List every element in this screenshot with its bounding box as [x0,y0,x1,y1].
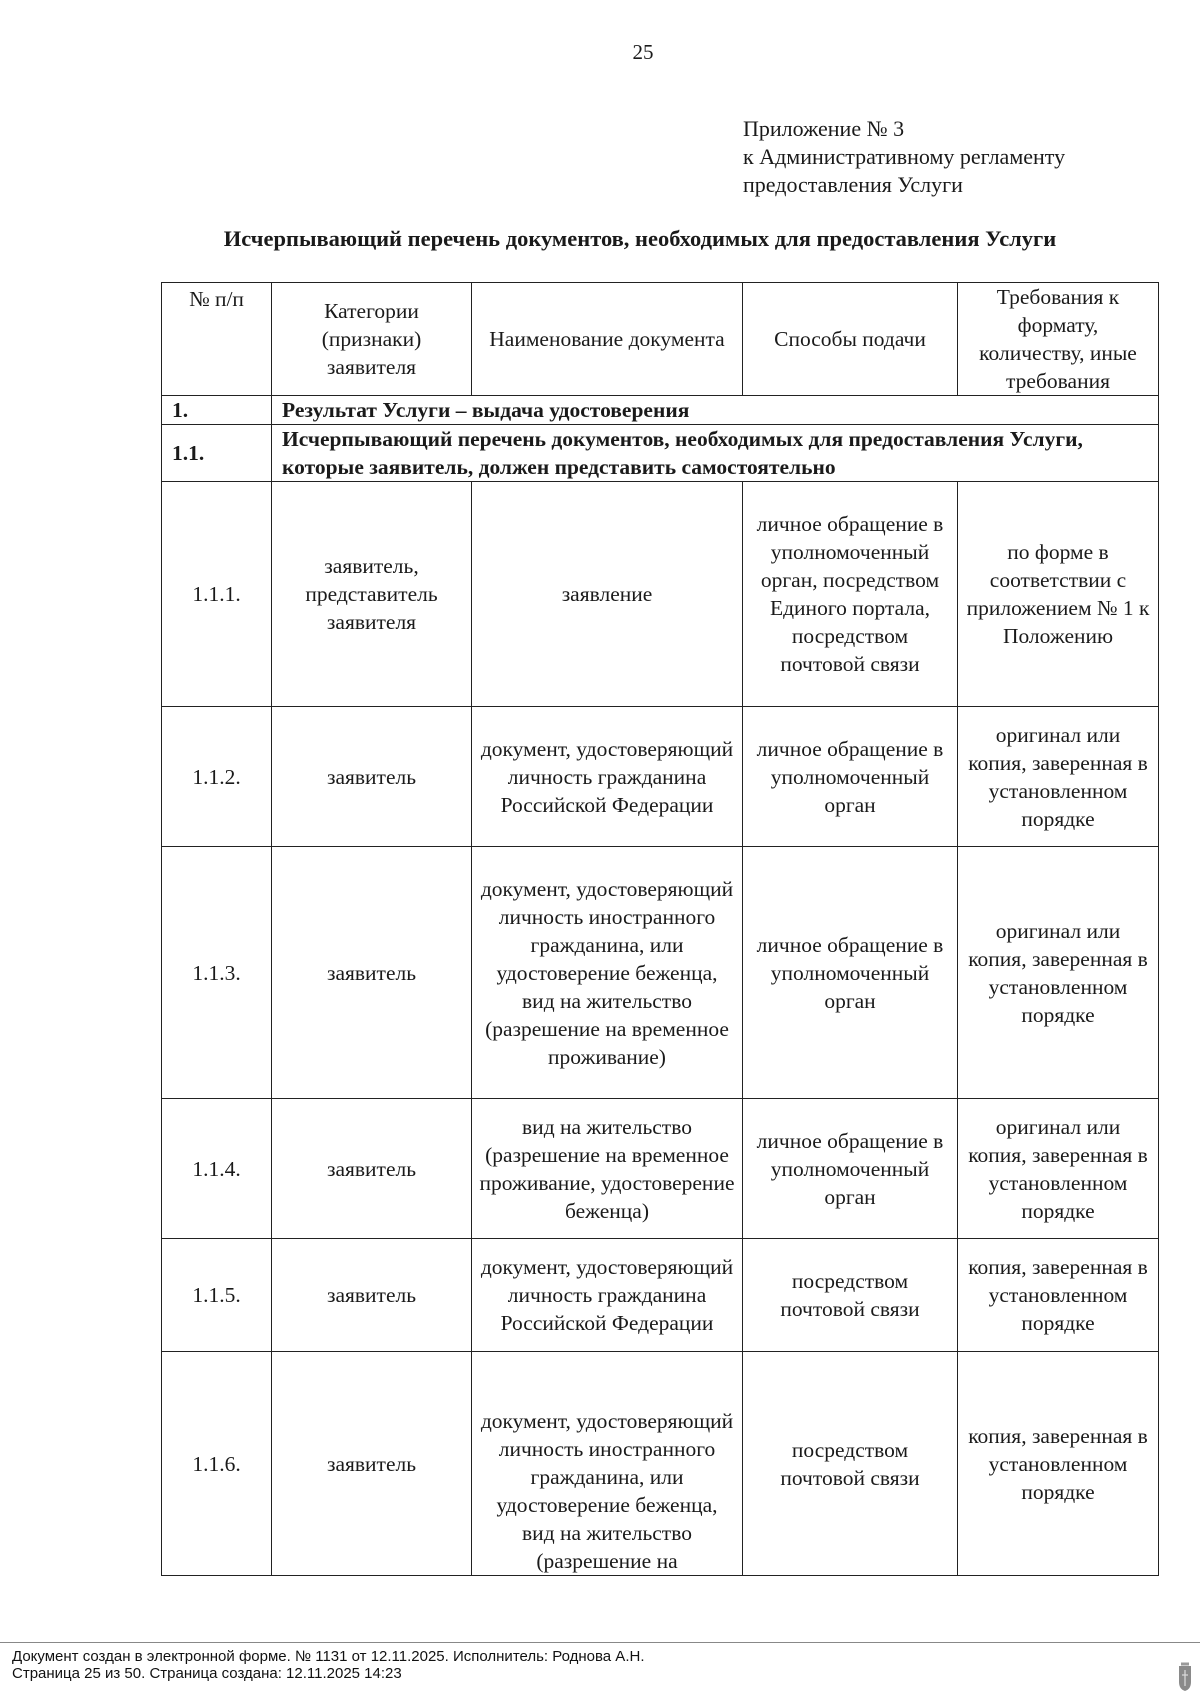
header-requirements: Требования к формату, количеству, иные требования [958,283,1159,396]
row-requirements: оригинал или копия, заверенная в установленном порядке [958,847,1159,1099]
table-row [162,1099,1159,1239]
row-category: заявитель [272,1099,472,1239]
table-row [162,1352,1159,1576]
row-number: 1.1.4. [162,1099,272,1239]
row-submission-method: личное обращение в уполномоченный орган [743,847,958,1099]
row-category: заявитель [272,847,472,1099]
section-row [162,396,1159,425]
row-category: заявитель, представитель заявителя [272,482,472,707]
table-row [162,707,1159,847]
header-category: Категории (признаки) заявителя [272,283,472,396]
row-category: заявитель [272,1352,472,1576]
table-row [162,847,1159,1099]
documents-table [161,282,1159,1576]
section-title: Результат Услуги – выдача удостоверения [272,396,1159,425]
page-number: 25 [632,40,654,64]
row-submission-method: посредством почтовой связи [743,1352,958,1576]
row-submission-method: личное обращение в уполномоченный орган [743,707,958,847]
row-document-name: документ, удостоверяющий личность иностранного гражданина, или удостоверение беженца, вид на жительство (разрешение на [472,1352,743,1576]
table-header-row [162,283,1159,396]
row-document-name: вид на жительство (разрешение на временное проживание, удостоверение беженца) [472,1099,743,1239]
document-title: Исчерпывающий перечень документов, необходимых для предоставления Услуги [223,226,1057,251]
footer-line-2: Страница 25 из 50. Страница создана: 12.11.2025 14:23 [12,1665,402,1682]
row-number: 1.1.6. [162,1352,272,1576]
row-number: 1.1.1. [162,482,272,707]
row-requirements: копия, заверенная в установленном порядке [958,1239,1159,1352]
footer [12,1648,644,1682]
section-number: 1.1. [162,425,272,482]
table-row [162,482,1159,707]
footer-line-1: Документ создан в электронной форме. № 1131 от 12.11.2025. Исполнитель: Роднова А.Н. [12,1648,645,1665]
row-document-name: документ, удостоверяющий личность иностранного гражданина, или удостоверение беженца, вид на жительство (разрешение на временное проживание) [472,847,743,1099]
row-number: 1.1.5. [162,1239,272,1352]
row-requirements: по форме в соответствии с приложением № 1 к Положению [958,482,1159,707]
row-submission-method: посредством почтовой связи [743,1239,958,1352]
row-document-name: документ, удостоверяющий личность гражданина Российской Федерации [472,1239,743,1352]
header-document-name: Наименование документа [472,283,743,396]
table-row [162,1239,1159,1352]
row-number: 1.1.3. [162,847,272,1099]
appendix-line-1: Приложение № 3 [743,116,905,141]
row-category: заявитель [272,707,472,847]
row-document-name: документ, удостоверяющий личность гражданина Российской Федерации [472,707,743,847]
appendix-reference [743,115,1065,199]
row-document-name: заявление [472,482,743,707]
row-category: заявитель [272,1239,472,1352]
row-submission-method: личное обращение в уполномоченный орган, посредством Единого портала, посредством почтовой связи [743,482,958,707]
section-title: Исчерпывающий перечень документов, необходимых для предоставления Услуги, которые заявитель, должен представить самостоятельно [272,425,1159,482]
section-row [162,425,1159,482]
header-submission-method: Способы подачи [743,283,958,396]
appendix-line-3: предоставления Услуги [743,172,963,197]
row-requirements: копия, заверенная в установленном порядке [958,1352,1159,1576]
appendix-line-2: к Административному регламенту [743,144,1066,169]
row-submission-method: личное обращение в уполномоченный орган [743,1099,958,1239]
row-requirements: оригинал или копия, заверенная в установленном порядке [958,707,1159,847]
emblem-icon [1176,1662,1194,1692]
footer-divider [0,1642,1200,1643]
row-requirements: оригинал или копия, заверенная в установленном порядке [958,1099,1159,1239]
section-number: 1. [162,396,272,425]
header-number: № п/п [162,283,272,396]
row-number: 1.1.2. [162,707,272,847]
